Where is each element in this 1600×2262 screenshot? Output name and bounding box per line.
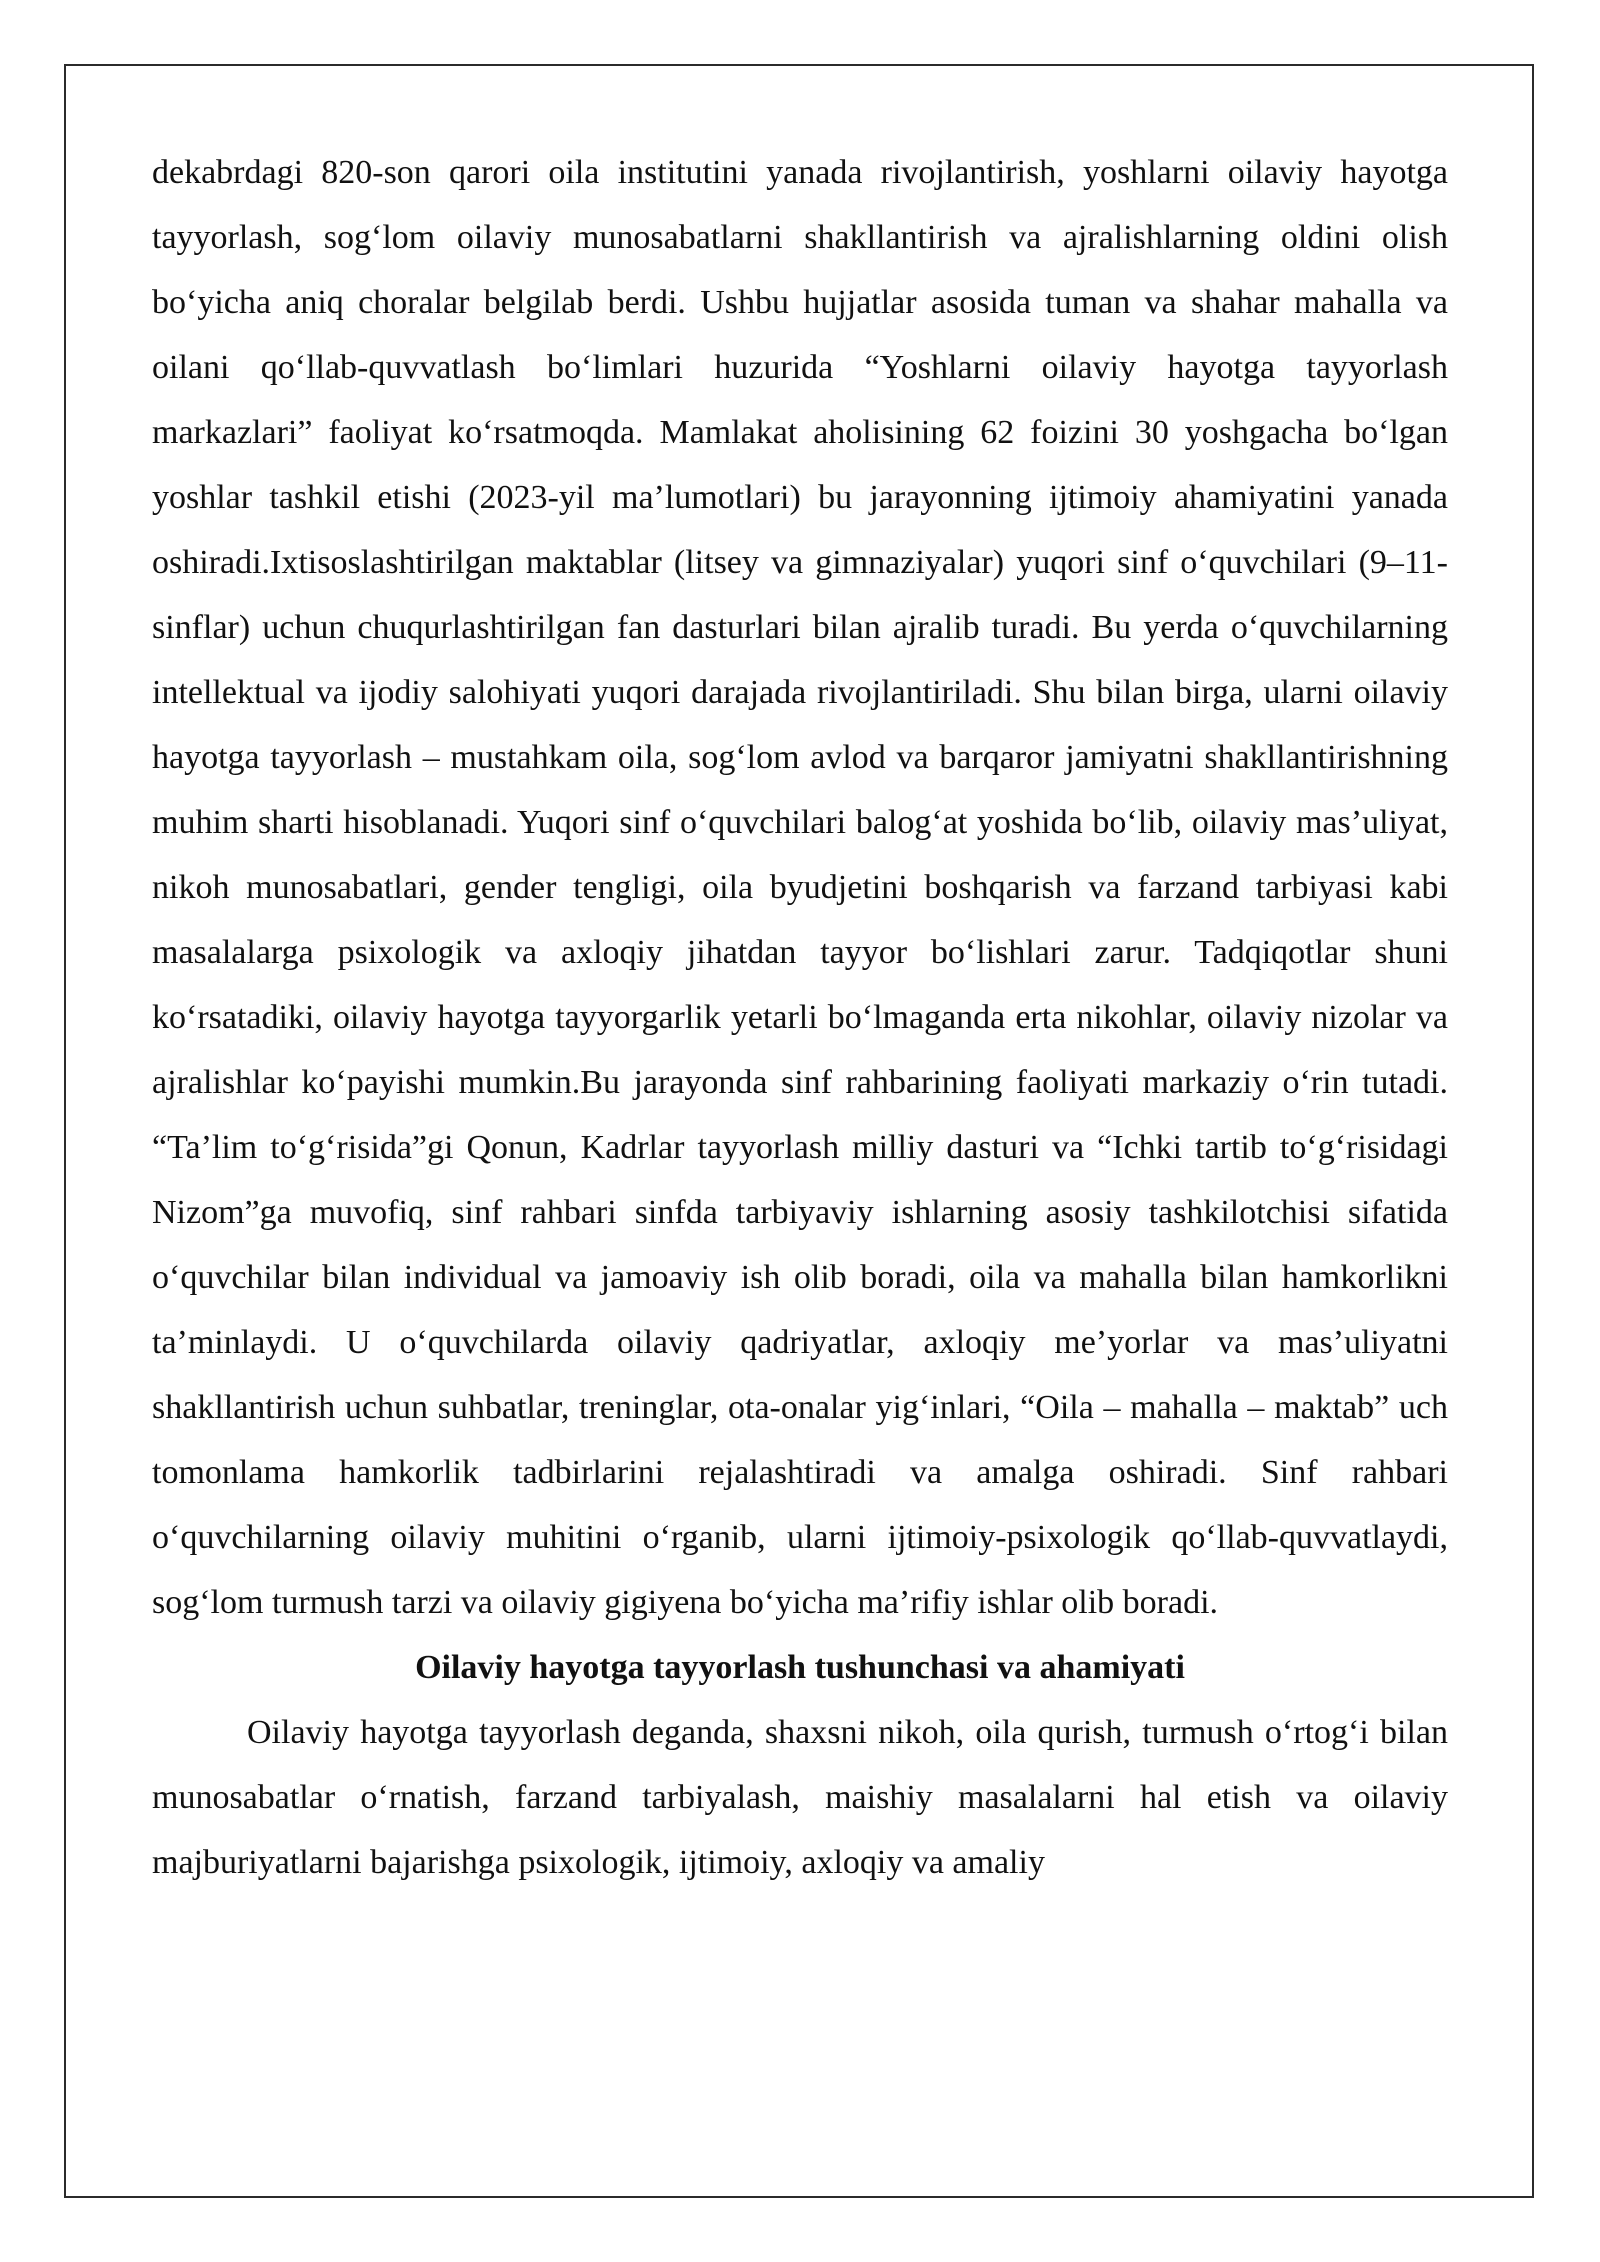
document-body [152, 140, 1448, 1895]
body-paragraph-continued: Oilaviy hayotga tayyorlash deganda, shaxsni nikoh, oila qurish, turmush o‘rtog‘i bilan munosabatlar o‘rnatish, farzand tarbiyalash, maishiy masalalarni hal etish va oilaviy majburiyatlarni bajarishga psixologik, ijtimoiy, axloqiy va amaliy [152, 1714, 1448, 1881]
body-paragraph: dekabrdagi 820-son qarori oila institutini yanada rivojlantirish, yoshlarni oilaviy hayotga tayyorlash, sog‘lom oilaviy munosabatlarni shakllantirish va ajralishlarning oldini olish bo‘yicha aniq choralar belgilab berdi. Ushbu hujjatlar asosida tuman va shahar mahalla va oilani qo‘llab-quvvatlash bo‘limlari huzurida “Yoshlarni oilaviy hayotga tayyorlash markazlari” faoliyat ko‘rsatmoqda. Mamlakat aholisining 62 foizini 30 yoshgacha bo‘lgan yoshlar tashkil etishi (2023-yil ma’lumotlari) bu jarayonning ijtimoiy ahamiyatini yanada oshiradi.Ixtisoslashtirilgan maktablar (litsey va gimnaziyalar) yuqori sinf o‘quvchilari (9–11-sinflar) uchun chuqurlashtirilgan fan dasturlari bilan ajralib turadi. Bu yerda o‘quvchilarning intellektual va ijodiy salohiyati yuqori darajada rivojlantiriladi. Shu bilan birga, ularni oilaviy hayotga tayyorlash – mustahkam oila, sog‘lom avlod va barqaror jamiyatni shakllantirishning muhim sharti hisoblanadi. Yuqori sinf o‘quvchilari balog‘at yoshida bo‘lib, oilaviy mas’uliyat, nikoh munosabatlari, gender tengligi, oila byudjetini boshqarish va farzand tarbiyasi kabi masalalarga psixologik va axloqiy jihatdan tayyor bo‘lishlari zarur. Tadqiqotlar shuni ko‘rsatadiki, oilaviy hayotga tayyorgarlik yetarli bo‘lmaganda erta nikohlar, oilaviy nizolar va ajralishlar ko‘payishi mumkin.Bu jarayonda sinf rahbarining faoliyati markaziy o‘rin tutadi. “Ta’lim to‘g‘risida”gi Qonun, Kadrlar tayyorlash milliy dasturi va “Ichki tartib to‘g‘risidagi Nizom”ga muvofiq, sinf rahbari sinfda tarbiyaviy ishlarning asosiy tashkilotchisi sifatida o‘quvchilar bilan individual va jamoaviy ish olib boradi, oila va mahalla bilan hamkorlikni ta’minlaydi. U o‘quvchilarda oilaviy qadriyatlar, axloqiy me’yorlar va mas’uliyatni shakllantirish uchun suhbatlar, treninglar, ota-onalar yig‘inlari, “Oila – mahalla – maktab” uch tomonlama hamkorlik tadbirlarini rejalashtiradi va amalga oshiradi. Sinf rahbari o‘quvchilarning oilaviy muhitini o‘rganib, ularni ijtimoiy-psixologik qo‘llab-quvvatlaydi, sog‘lom turmush tarzi va oilaviy gigiyena bo‘yicha ma’rifiy ishlar olib boradi. [152, 154, 1448, 1621]
section-heading: Oilaviy hayotga tayyorlash tushunchasi va ahamiyati [415, 1649, 1185, 1686]
